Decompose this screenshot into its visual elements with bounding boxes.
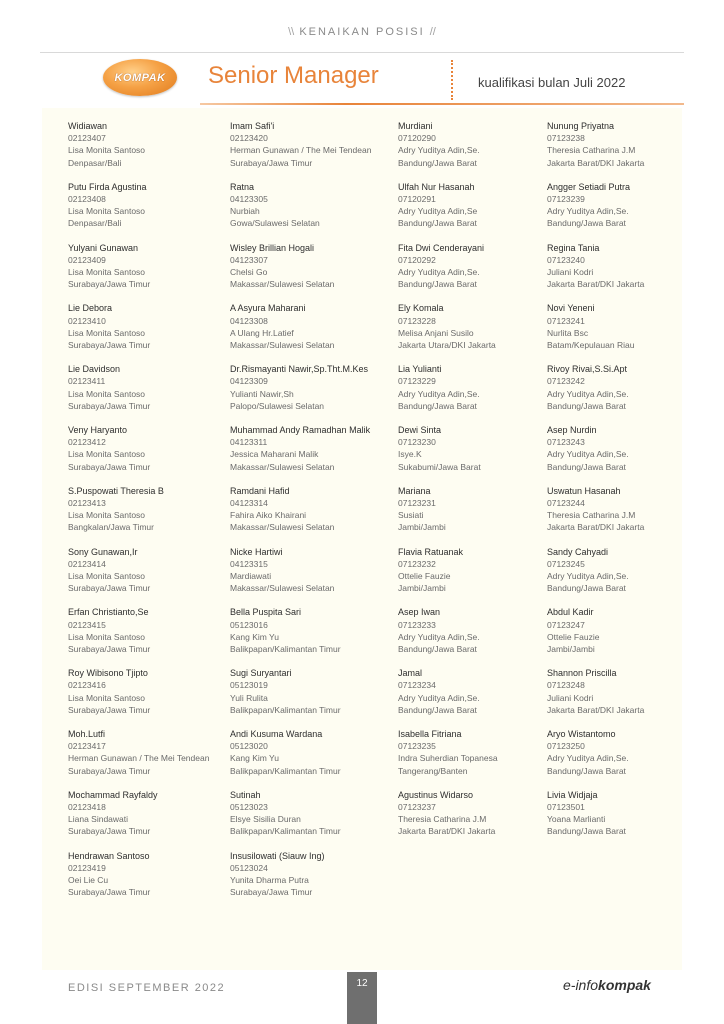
- member-sponsor: Elsye Sisilia Duran: [230, 814, 301, 825]
- member-sponsor: Lisa Monita Santoso: [68, 631, 146, 642]
- member-entry: [68, 546, 233, 607]
- kompak-logo: [103, 59, 177, 96]
- member-sponsor: Adry Yuditya Adin,Se.: [547, 206, 629, 217]
- member-name: Rivoy Rivai,S.Si.Apt: [547, 364, 628, 375]
- member-name: Abdul Kadir: [547, 607, 594, 618]
- member-entry: [547, 728, 712, 789]
- member-id: 04123311: [230, 437, 268, 448]
- member-entry: [547, 242, 712, 303]
- member-name: Bella Puspita Sari: [230, 607, 302, 618]
- member-name: Muhammad Andy Ramadhan Malik: [230, 424, 371, 435]
- member-name: Nicke Hartiwi: [230, 546, 283, 557]
- member-location: Jakarta Barat/DKI Jakarta: [547, 522, 645, 533]
- member-entry: [68, 424, 233, 485]
- member-name: Widiawan: [68, 121, 108, 131]
- member-sponsor: Herman Gunawan / The Mei Tendean: [230, 145, 372, 156]
- member-location: Jambi/Jambi: [547, 643, 595, 654]
- member-id: 02123411: [68, 376, 106, 387]
- member-column: [398, 120, 563, 850]
- member-entry: [398, 789, 563, 850]
- member-id: 07123237: [398, 801, 436, 812]
- member-name: Moh.Lutfi: [68, 728, 106, 739]
- member-name: Sugi Suryantari: [230, 668, 292, 679]
- member-sponsor: Theresia Catharina J.M: [547, 145, 636, 156]
- page-title: Senior Manager: [208, 62, 379, 89]
- member-name: Murdiani: [398, 121, 433, 131]
- member-sponsor: Melisa Anjani Susilo: [398, 327, 474, 338]
- member-id: 04123305: [230, 194, 268, 204]
- member-entry: [68, 850, 233, 911]
- member-name: Fita Dwi Cenderayani: [398, 242, 485, 253]
- member-id: 07123250: [547, 741, 585, 752]
- member-sponsor: Adry Yuditya Adin,Se.: [398, 145, 480, 156]
- member-name: Shannon Priscilla: [547, 668, 617, 679]
- member-sponsor: Yunita Dharma Putra: [230, 874, 309, 885]
- member-entry: [547, 789, 712, 850]
- member-column: [68, 120, 233, 910]
- member-name: Agustinus Widarso: [398, 789, 474, 800]
- member-name: Sandy Cahyadi: [547, 546, 609, 557]
- member-entry: [547, 546, 712, 607]
- member-id: 07123232: [398, 558, 436, 569]
- member-id: 07123247: [547, 619, 585, 630]
- brand-prefix: e-info: [563, 977, 599, 993]
- member-entry: [230, 363, 395, 424]
- member-entry: [398, 302, 563, 363]
- member-sponsor: Nurlita Bsc: [547, 327, 589, 338]
- member-sponsor: Lisa Monita Santoso: [68, 388, 146, 399]
- member-entry: [68, 363, 233, 424]
- member-location: Makassar/Sulawesi Selatan: [230, 279, 335, 290]
- member-name: Dr.Rismayanti Nawir,Sp.Tht.M.Kes: [230, 364, 369, 375]
- member-location: Makassar/Sulawesi Selatan: [230, 583, 335, 594]
- member-sponsor: Adry Yuditya Adin,Se: [398, 206, 478, 217]
- member-sponsor: Nurbiah: [230, 206, 260, 217]
- member-location: Bandung/Jawa Barat: [398, 704, 477, 715]
- member-name: Asep Iwan: [398, 607, 441, 618]
- member-sponsor: Liana Sindawati: [68, 814, 129, 825]
- member-location: Bandung/Jawa Barat: [398, 218, 477, 229]
- member-id: 07120292: [398, 254, 436, 265]
- member-sponsor: Adry Yuditya Adin,Se.: [398, 388, 480, 399]
- member-location: Batam/Kepulauan Riau: [547, 340, 635, 350]
- member-id: 02123417: [68, 741, 106, 752]
- member-location: Bandung/Jawa Barat: [547, 826, 626, 837]
- member-name: S.Puspowati Theresia B: [68, 485, 164, 496]
- member-name: Mochammad Rayfaldy: [68, 789, 158, 800]
- member-name: Hendrawan Santoso: [68, 850, 150, 861]
- member-sponsor: Theresia Catharina J.M: [547, 510, 636, 521]
- member-sponsor: Susiati: [398, 510, 424, 521]
- member-entry: [230, 667, 395, 728]
- member-name: Imam Safi'i: [230, 121, 275, 131]
- member-sponsor: Yulianti Nawir,Sh: [230, 388, 294, 399]
- member-location: Jakarta Barat/DKI Jakarta: [547, 704, 645, 715]
- section-label-text: KENAIKAN POSISI: [299, 26, 425, 38]
- member-name: Jamal: [398, 668, 423, 679]
- page-number-box: [347, 972, 377, 1024]
- member-name: Sutinah: [230, 789, 261, 800]
- member-sponsor: Lisa Monita Santoso: [68, 510, 146, 521]
- member-name: Livia Widjaja: [547, 789, 598, 800]
- member-name: Sony Gunawan,Ir: [68, 546, 138, 557]
- member-entry: [547, 120, 712, 181]
- member-sponsor: A Ulang Hr.Latief: [230, 327, 294, 338]
- edition-label: EDISI SEPTEMBER 2022: [68, 982, 226, 994]
- member-name: Ely Komala: [398, 303, 444, 314]
- section-label: [0, 26, 724, 38]
- member-entry: [68, 667, 233, 728]
- member-location: Bandung/Jawa Barat: [398, 279, 477, 290]
- member-location: Bandung/Jawa Barat: [398, 157, 477, 168]
- member-id: 07123235: [398, 741, 436, 752]
- member-id: 02123408: [68, 194, 106, 204]
- member-name: Nunung Priyatna: [547, 121, 615, 131]
- member-location: Surabaya/Jawa Timur: [230, 887, 313, 898]
- member-entry: [68, 789, 233, 850]
- member-id: 07123229: [398, 376, 436, 387]
- member-name: Uswatun Hasanah: [547, 485, 621, 496]
- member-id: 07123241: [547, 315, 585, 326]
- member-sponsor: Adry Yuditya Adin,Se.: [547, 388, 629, 399]
- member-name: Ulfah Nur Hasanah: [398, 181, 475, 192]
- member-location: Surabaya/Jawa Timur: [68, 583, 151, 594]
- member-name: Wisley Brillian Hogali: [230, 242, 315, 253]
- member-entry: [230, 606, 395, 667]
- member-id: 02123412: [68, 437, 106, 448]
- member-sponsor: Adry Yuditya Adin,Se.: [398, 267, 480, 277]
- member-entry: [230, 181, 395, 242]
- brand-wordmark: [563, 977, 651, 993]
- member-id: 02123409: [68, 254, 106, 265]
- member-entry: [230, 485, 395, 546]
- member-id: 05123024: [230, 862, 268, 873]
- member-sponsor: Lisa Monita Santoso: [68, 206, 146, 217]
- member-sponsor: Kang Kim Yu: [230, 753, 279, 764]
- member-id: 07123244: [547, 497, 585, 508]
- member-name: Ramdani Hafid: [230, 485, 290, 496]
- member-entry: [398, 546, 563, 607]
- member-entry: [68, 606, 233, 667]
- member-name: Flavia Ratuanak: [398, 546, 464, 557]
- member-location: Bandung/Jawa Barat: [398, 400, 477, 411]
- member-entry: [68, 120, 233, 181]
- member-id: 07123234: [398, 680, 436, 691]
- member-location: Balikpapan/Kalimantan Timur: [230, 826, 341, 837]
- member-location: Surabaya/Jawa Timur: [68, 704, 151, 715]
- member-entry: [398, 363, 563, 424]
- member-location: Makassar/Sulawesi Selatan: [230, 522, 335, 533]
- member-location: Bandung/Jawa Barat: [547, 400, 626, 411]
- member-name: Asep Nurdin: [547, 424, 597, 435]
- member-entry: [547, 606, 712, 667]
- member-entry: [398, 424, 563, 485]
- member-location: Balikpapan/Kalimantan Timur: [230, 643, 341, 654]
- member-id: 07123240: [547, 254, 585, 265]
- member-id: 05123023: [230, 801, 268, 812]
- member-sponsor: Juliani Kodri: [547, 692, 594, 703]
- member-entry: [398, 728, 563, 789]
- member-entry: [68, 728, 233, 789]
- member-id: 07123238: [547, 133, 585, 144]
- member-location: Palopo/Sulawesi Selatan: [230, 400, 325, 411]
- member-entry: [547, 181, 712, 242]
- member-sponsor: Lisa Monita Santoso: [68, 570, 146, 581]
- member-location: Bandung/Jawa Barat: [547, 765, 626, 776]
- logo-text: KOMPAK: [114, 71, 166, 84]
- member-sponsor: Lisa Monita Santoso: [68, 327, 146, 338]
- title-underline: [200, 103, 684, 105]
- member-name: Yulyani Gunawan: [68, 242, 139, 253]
- member-entry: [68, 302, 233, 363]
- member-id: 05123016: [230, 619, 268, 630]
- member-entry: [230, 546, 395, 607]
- member-entry: [230, 424, 395, 485]
- member-location: Makassar/Sulawesi Selatan: [230, 461, 335, 472]
- member-location: Surabaya/Jawa Timur: [68, 826, 151, 837]
- member-entry: [547, 424, 712, 485]
- member-entry: [230, 120, 395, 181]
- member-id: 07123231: [398, 497, 436, 508]
- member-sponsor: Adry Yuditya Adin,Se.: [398, 631, 480, 642]
- member-entry: [547, 485, 712, 546]
- member-sponsor: Kang Kim Yu: [230, 631, 279, 642]
- member-location: Jakarta Barat/DKI Jakarta: [398, 826, 496, 837]
- left-slash-decoration: \\: [288, 26, 295, 38]
- member-name: A Asyura Maharani: [230, 303, 306, 314]
- member-location: Gowa/Sulawesi Selatan: [230, 218, 320, 229]
- member-sponsor: Lisa Monita Santoso: [68, 692, 146, 703]
- member-id: 02123419: [68, 862, 106, 873]
- member-entry: [68, 181, 233, 242]
- member-name: Novi Yeneni: [547, 303, 595, 314]
- member-location: Jakarta Utara/DKI Jakarta: [398, 340, 496, 350]
- member-id: 07123239: [547, 194, 585, 204]
- member-id: 07123233: [398, 619, 436, 630]
- member-id: 02123413: [68, 497, 106, 508]
- member-id: 04123308: [230, 315, 268, 326]
- member-entry: [230, 789, 395, 850]
- member-location: Balikpapan/Kalimantan Timur: [230, 765, 341, 776]
- member-location: Sukabumi/Jawa Barat: [398, 461, 481, 472]
- member-id: 07123245: [547, 558, 585, 569]
- member-id: 05123019: [230, 680, 268, 691]
- member-sponsor: Ottelie Fauzie: [547, 631, 600, 642]
- member-entry: [547, 667, 712, 728]
- member-location: Bangkalan/Jawa Timur: [68, 522, 154, 533]
- member-name: Lie Davidson: [68, 364, 121, 375]
- member-id: 07123242: [547, 376, 585, 387]
- member-location: Surabaya/Jawa Timur: [68, 400, 151, 411]
- member-location: Surabaya/Jawa Timur: [68, 765, 151, 776]
- member-sponsor: Fahira Aiko Khairani: [230, 510, 307, 521]
- member-name: Putu Firda Agustina: [68, 181, 147, 192]
- member-entry: [230, 242, 395, 303]
- member-sponsor: Indra Suherdian Topanesa: [398, 753, 498, 764]
- member-location: Surabaya/Jawa Timur: [68, 643, 151, 654]
- member-sponsor: Oei Lie Cu: [68, 874, 109, 885]
- member-id: 07120291: [398, 194, 436, 204]
- member-name: Isabella Fitriana: [398, 728, 462, 739]
- member-sponsor: Adry Yuditya Adin,Se.: [547, 753, 629, 764]
- member-name: Lia Yulianti: [398, 364, 442, 375]
- member-sponsor: Yuli Rulita: [230, 692, 268, 703]
- brand-suffix: kompak: [598, 977, 651, 993]
- member-id: 02123420: [230, 133, 268, 144]
- member-sponsor: Juliani Kodri: [547, 267, 594, 277]
- member-name: Ratna: [230, 181, 255, 192]
- member-entry: [398, 667, 563, 728]
- member-sponsor: Theresia Catharina J.M: [398, 814, 487, 825]
- member-entry: [398, 242, 563, 303]
- member-name: Veny Haryanto: [68, 424, 128, 435]
- member-sponsor: Mardiawati: [230, 570, 272, 581]
- member-entry: [230, 850, 395, 911]
- member-location: Surabaya/Jawa Timur: [68, 887, 151, 898]
- member-name: Roy Wibisono Tjipto: [68, 668, 148, 679]
- member-id: 04123309: [230, 376, 268, 387]
- member-location: Jambi/Jambi: [398, 583, 446, 594]
- member-location: Jakarta Barat/DKI Jakarta: [547, 279, 645, 290]
- member-id: 07123248: [547, 680, 585, 691]
- member-entry: [398, 120, 563, 181]
- member-sponsor: Lisa Monita Santoso: [68, 449, 146, 460]
- page-number: 12: [356, 978, 368, 989]
- member-entry: [398, 181, 563, 242]
- member-id: 07123230: [398, 437, 436, 448]
- member-sponsor: Herman Gunawan / The Mei Tendean: [68, 753, 210, 764]
- member-id: 07123501: [547, 801, 585, 812]
- member-location: Jambi/Jambi: [398, 522, 446, 533]
- member-location: Jakarta Barat/DKI Jakarta: [547, 157, 645, 168]
- member-id: 02123410: [68, 315, 106, 326]
- member-name: Erfan Christianto,Se: [68, 607, 149, 618]
- member-id: 02123416: [68, 680, 106, 691]
- member-location: Balikpapan/Kalimantan Timur: [230, 704, 341, 715]
- member-sponsor: Adry Yuditya Adin,Se.: [398, 692, 480, 703]
- member-name: Mariana: [398, 485, 431, 496]
- header-rule: [40, 52, 684, 53]
- member-name: Insusilowati (Siauw Ing): [230, 850, 325, 861]
- member-id: 02123407: [68, 133, 106, 144]
- member-entry: [230, 728, 395, 789]
- member-name: Andi Kusuma Wardana: [230, 728, 323, 739]
- member-name: Lie Debora: [68, 303, 113, 314]
- member-name: Regina Tania: [547, 242, 600, 253]
- member-name: Angger Setiadi Putra: [547, 181, 631, 192]
- member-entry: [68, 485, 233, 546]
- member-sponsor: Yoana Marlianti: [547, 814, 606, 825]
- member-location: Bandung/Jawa Barat: [547, 461, 626, 472]
- member-id: 04123314: [230, 497, 268, 508]
- member-name: Aryo Wistantomo: [547, 728, 616, 739]
- member-id: 07120290: [398, 133, 436, 144]
- member-location: Tangerang/Banten: [398, 765, 468, 776]
- member-location: Bandung/Jawa Barat: [547, 583, 626, 594]
- member-location: Surabaya/Jawa Timur: [68, 340, 151, 350]
- member-sponsor: Ottelie Fauzie: [398, 570, 451, 581]
- member-id: 07123243: [547, 437, 585, 448]
- member-sponsor: Lisa Monita Santoso: [68, 267, 146, 277]
- member-id: 04123315: [230, 558, 268, 569]
- member-entry: [398, 485, 563, 546]
- member-column: [230, 120, 395, 910]
- member-id: 02123415: [68, 619, 106, 630]
- member-entry: [398, 606, 563, 667]
- title-divider: [451, 60, 453, 100]
- member-sponsor: Adry Yuditya Adin,Se.: [547, 449, 629, 460]
- member-sponsor: Chelsi Go: [230, 267, 268, 277]
- member-id: 02123414: [68, 558, 106, 569]
- member-entry: [547, 302, 712, 363]
- member-sponsor: Lisa Monita Santoso: [68, 145, 146, 156]
- member-location: Denpasar/Bali: [68, 218, 122, 229]
- member-sponsor: Adry Yuditya Adin,Se.: [547, 570, 629, 581]
- qualification-text: kualifikasi bulan Juli 2022: [478, 75, 626, 90]
- member-entry: [230, 302, 395, 363]
- member-location: Bandung/Jawa Barat: [547, 218, 626, 229]
- member-location: Surabaya/Jawa Timur: [230, 157, 313, 168]
- member-sponsor: Jessica Maharani Malik: [230, 449, 319, 460]
- member-name: Dewi Sinta: [398, 424, 442, 435]
- member-id: 04123307: [230, 254, 268, 265]
- member-location: Surabaya/Jawa Timur: [68, 279, 151, 290]
- member-location: Surabaya/Jawa Timur: [68, 461, 151, 472]
- member-location: Bandung/Jawa Barat: [398, 643, 477, 654]
- right-slash-decoration: //: [429, 26, 436, 38]
- member-id: 02123418: [68, 801, 106, 812]
- member-id: 05123020: [230, 741, 268, 752]
- member-entry: [68, 242, 233, 303]
- member-location: Denpasar/Bali: [68, 157, 122, 168]
- member-sponsor: Isye.K: [398, 449, 422, 460]
- member-id: 07123228: [398, 315, 436, 326]
- member-location: Makassar/Sulawesi Selatan: [230, 340, 335, 350]
- member-entry: [547, 363, 712, 424]
- member-column: [547, 120, 712, 850]
